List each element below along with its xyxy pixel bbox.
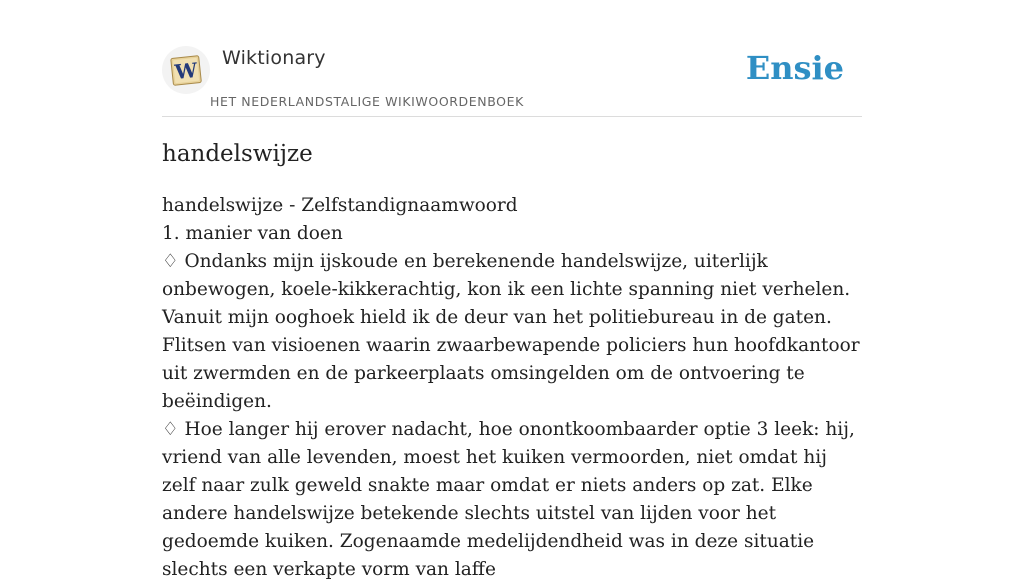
entry-content: [162, 138, 862, 584]
site-header: [162, 44, 862, 117]
page-title: handelswijze: [162, 141, 313, 167]
site-title[interactable]: Wiktionary: [222, 47, 326, 69]
sense-item: 1. manier van doen: [162, 223, 343, 244]
logo-letter: W: [173, 57, 199, 85]
logo-tile-graphic: [162, 46, 210, 94]
example-quote: ♢ Ondanks mijn ijskoude en berekenende handelswijze, uiterlijk onbewogen, koele-kikkerachtig, kon ik een lichte spanning niet verhelen. Vanuit mijn ooghoek hield ik de deur van het politiebureau in de gaten. Flitsen van visioenen waarin zwaarbewapende policiers hun hoofdkantoor uit zwermden en de parkeerplaats omsingelden om de ontvoering te beëindigen.: [162, 251, 860, 412]
wiktionary-logo-icon[interactable]: [162, 46, 210, 94]
site-subtitle: HET NEDERLANDSTALIGE WIKIWOORDENBOEK: [210, 94, 524, 109]
example-quote: ♢ Hoe langer hij erover nadacht, hoe onontkoombaarder optie 3 leek: hij, vriend van alle levenden, moest het kuiken vermoorden, niet omdat hij zelf naar zulk geweld snakte maar omdat er niets anders op zat. Elke andere handelswijze betekende slechts uitstel van lijden voor het gedoemde kuiken. Zogenaamde medelijdendheid was in deze situatie slechts een verkapte vorm van laffe: [162, 419, 855, 580]
definition-header: handelswijze - Zelfstandignaamwoord: [162, 195, 518, 216]
definition-body: [162, 192, 862, 584]
ensie-brand-logo[interactable]: Ensie: [745, 49, 844, 87]
